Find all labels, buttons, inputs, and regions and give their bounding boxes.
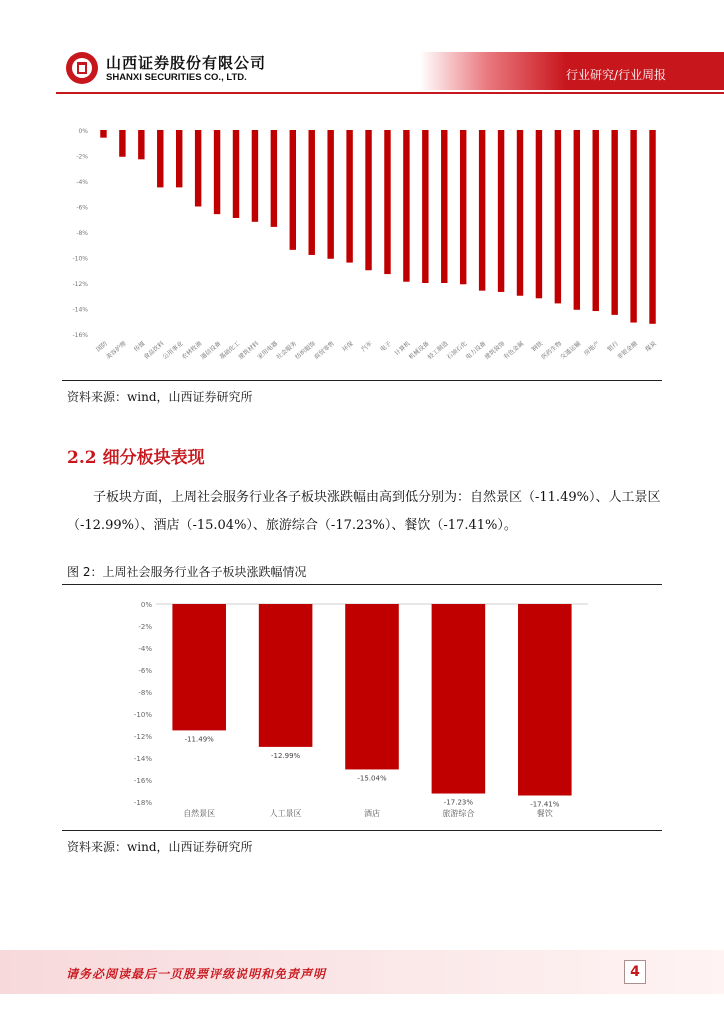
y-tick-label: -16% xyxy=(133,777,152,785)
x-tick-label: 美容护理 xyxy=(104,340,128,361)
x-tick-label: 通信设备 xyxy=(199,340,223,361)
x-tick-label: 食品饮料 xyxy=(142,340,166,361)
bar xyxy=(432,604,486,794)
page-header xyxy=(0,0,724,100)
x-tick-label: 石油石化 xyxy=(445,340,469,361)
data-label: -11.49% xyxy=(184,735,214,744)
y-tick-label: -14% xyxy=(72,306,88,314)
footer-disclaimer: 请务必阅读最后一页股票评级说明和免责声明 xyxy=(66,967,327,981)
section-heading xyxy=(67,443,205,468)
x-tick-label: 纺织服饰 xyxy=(294,340,318,361)
y-tick-label: -2% xyxy=(138,623,152,631)
bar xyxy=(259,604,313,747)
bar xyxy=(518,604,572,796)
x-tick-label: 公用事业 xyxy=(161,340,185,361)
x-tick-label: 机械设备 xyxy=(407,340,431,361)
subsector-performance-chart xyxy=(120,596,600,826)
x-tick-label: 煤炭 xyxy=(644,340,658,354)
y-tick-label: -6% xyxy=(138,667,152,675)
bar xyxy=(536,130,542,298)
bar xyxy=(403,130,409,282)
x-tick-label: 家用电器 xyxy=(256,340,280,361)
bar xyxy=(309,130,315,255)
y-tick-label: -10% xyxy=(72,255,88,263)
x-tick-label: 有色金属 xyxy=(502,340,526,361)
data-label: -12.99% xyxy=(270,751,301,760)
bar xyxy=(498,130,504,292)
data-label: -15.04% xyxy=(357,774,387,783)
x-tick-label: 钢铁 xyxy=(530,340,545,354)
report-type: 行业研究/行业周报 xyxy=(565,68,666,82)
bar xyxy=(649,130,655,324)
x-tick-label: 汽车 xyxy=(360,340,374,354)
bar xyxy=(290,130,296,250)
y-tick-label: -4% xyxy=(76,179,88,186)
divider-line xyxy=(62,380,662,381)
bar xyxy=(119,130,125,157)
chart1-source: 资料来源：wind，山西证券研究所 xyxy=(67,390,253,404)
x-tick-label: 人工景区 xyxy=(269,809,302,818)
x-tick-label: 自然景区 xyxy=(183,809,216,818)
bar xyxy=(611,130,617,315)
figure2-top-rule xyxy=(62,584,662,585)
company-name-en: SHANXI SECURITIES CO., LTD. xyxy=(106,72,247,83)
x-tick-label: 轻工制造 xyxy=(426,340,450,361)
industry-performance-chart xyxy=(62,112,668,380)
y-tick-label: -8% xyxy=(138,689,152,697)
company-logo-icon xyxy=(66,52,98,84)
y-tick-label: 0% xyxy=(78,128,88,135)
x-tick-label: 传媒 xyxy=(132,340,147,354)
x-tick-label: 电力设备 xyxy=(464,340,488,361)
bar xyxy=(630,130,636,323)
figure2-bottom-rule xyxy=(62,830,662,831)
bar xyxy=(100,130,106,138)
x-tick-label: 餐饮 xyxy=(536,809,553,818)
bar xyxy=(365,130,371,270)
data-label: -17.23% xyxy=(443,798,474,807)
x-tick-label: 电子 xyxy=(379,340,393,354)
bar xyxy=(346,130,352,263)
y-tick-label: -12% xyxy=(133,733,152,741)
y-tick-label: 0% xyxy=(140,601,152,609)
y-tick-label: -2% xyxy=(76,153,88,161)
bar xyxy=(441,130,447,283)
x-tick-label: 国防 xyxy=(95,340,109,354)
x-tick-label: 基础化工 xyxy=(218,340,242,361)
bar xyxy=(345,604,399,769)
bar xyxy=(384,130,390,274)
x-tick-label: 非银金融 xyxy=(615,340,639,361)
page-number: 4 xyxy=(624,960,646,984)
x-tick-label: 房地产 xyxy=(582,340,602,358)
bar xyxy=(460,130,466,284)
y-tick-label: -4% xyxy=(138,645,152,653)
x-tick-label: 社会服务 xyxy=(275,340,299,361)
x-tick-label: 交通运输 xyxy=(559,340,583,361)
bar xyxy=(233,130,239,218)
y-tick-label: -14% xyxy=(133,755,152,763)
bar xyxy=(138,130,144,159)
bar xyxy=(252,130,258,222)
y-tick-label: -16% xyxy=(72,332,88,339)
x-tick-label: 计算机 xyxy=(393,340,412,358)
x-tick-label: 建筑材料 xyxy=(237,340,261,361)
section-paragraph: 子板块方面，上周社会服务行业各子板块涨跌幅由高到低分别为：自然景区（-11.49%）、人工景区（-12.99%）、酒店（-15.04%）、旅游综合（-17.23%）、餐饮（-17.41%）。 xyxy=(67,490,661,533)
x-tick-label: 银行 xyxy=(606,340,620,354)
x-tick-label: 旅游综合 xyxy=(442,809,475,818)
bar xyxy=(574,130,580,310)
company-name-cn: 山西证券股份有限公司 xyxy=(106,54,267,72)
section-title: 细分板块表现 xyxy=(102,448,205,468)
data-label: -17.41% xyxy=(530,800,560,809)
bar xyxy=(271,130,277,227)
bar xyxy=(214,130,220,214)
bar xyxy=(555,130,561,303)
header-divider xyxy=(56,92,724,94)
bar xyxy=(422,130,428,283)
y-tick-label: -18% xyxy=(133,799,152,807)
figure2-title: 图 2：上周社会服务行业各子板块涨跌幅情况 xyxy=(67,565,307,579)
y-tick-label: -6% xyxy=(76,204,88,212)
x-tick-label: 农林牧渔 xyxy=(180,340,204,361)
x-tick-label: 医药生物 xyxy=(540,340,564,361)
bar xyxy=(593,130,599,311)
bar xyxy=(157,130,163,187)
x-tick-label: 环保 xyxy=(341,340,355,354)
bar xyxy=(327,130,333,259)
section-number: 2.2 xyxy=(67,448,97,468)
y-tick-label: -10% xyxy=(133,711,152,719)
y-tick-label: -12% xyxy=(72,281,88,288)
figure2-source: 资料来源：wind，山西证券研究所 xyxy=(67,840,253,854)
bar xyxy=(172,604,226,730)
x-tick-label: 建筑装饰 xyxy=(483,340,507,361)
bar xyxy=(195,130,201,207)
x-tick-label: 商贸零售 xyxy=(313,340,336,361)
y-tick-label: -8% xyxy=(76,230,88,237)
bar xyxy=(479,130,485,291)
bar xyxy=(517,130,523,296)
bar xyxy=(176,130,182,187)
x-tick-label: 酒店 xyxy=(364,809,380,818)
